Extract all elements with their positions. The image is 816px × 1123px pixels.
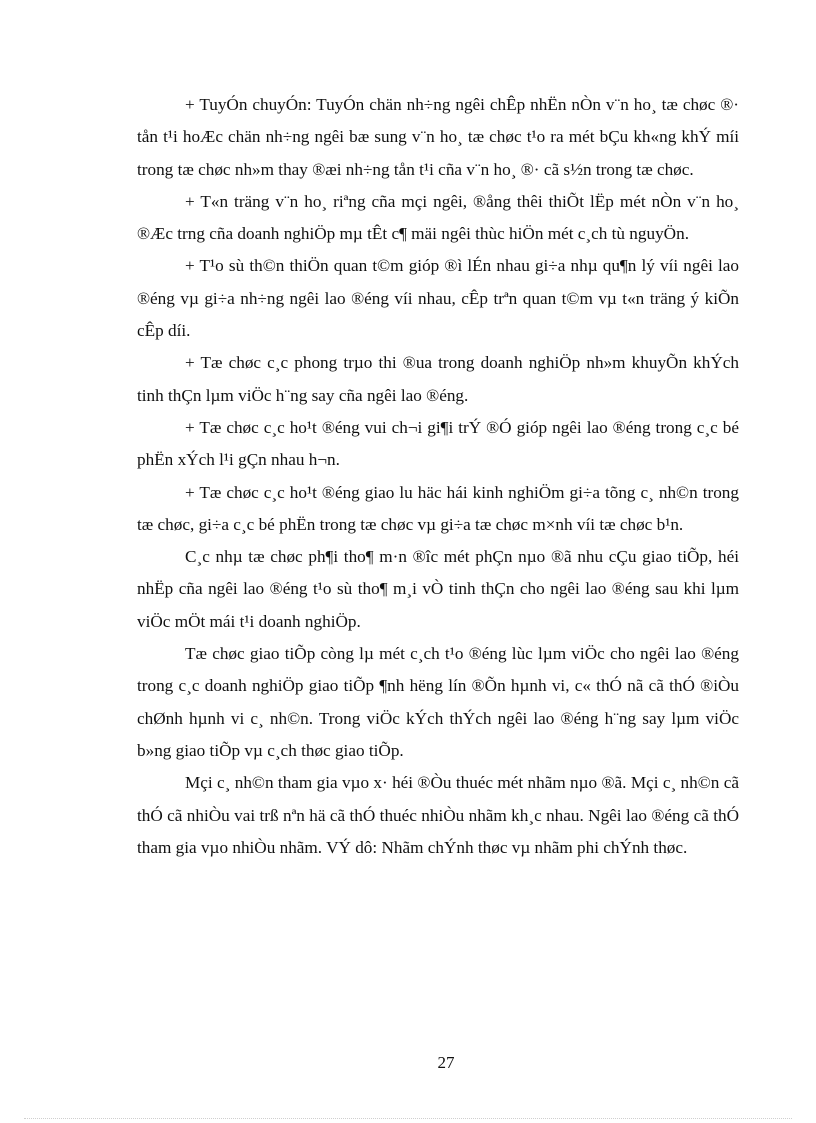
paragraph-exchange: + Tæ chøc c¸c ho¹t ®éng giao lu häc hái kinh nghiÖm gi÷a tõng c¸ nh©n trong tæ chøc, gi÷a c¸c bé phËn trong tæ chøc vµ gi÷a tæ chøc m×nh víi tæ chøc b¹n. xyxy=(137,482,739,534)
paragraph-friendliness: + T¹o sù th©n thiÖn quan t©m gióp ®ì lÉn nhau gi÷a nhµ qu¶n lý víi ngêi lao ®éng vµ gi÷a nh÷ng ngêi lao ®éng víi nhau, cÊp trªn quan t©m vµ t«n träng ý kiÕn cÊp díi. xyxy=(137,256,739,341)
page-number: 27 xyxy=(437,1053,455,1072)
bottom-divider xyxy=(24,1118,792,1119)
paragraph-communication-motivation: Tæ chøc giao tiÕp còng lµ mét c¸ch t¹o ®éng lùc lµm viÖc cho ngêi lao ®éng trong c¸c doanh nghiÖp giao tiÕp ¶nh hëng lín ®Õn hµnh vi, c« thÓ nã cã thÓ ®iÒu chØnh hµnh vi c¸ nh©n. Trong viÖc kÝch thÝch ngêi lao ®éng h¨ng say lµm viÖc b»ng giao tiÕp vµ c¸ch thøc giao tiÕp. xyxy=(137,644,739,760)
body-text xyxy=(137,89,739,864)
paragraph-entertainment: + Tæ chøc c¸c ho¹t ®éng vui ch¬i gi¶i trÝ ®Ó gióp ngêi lao ®éng trong c¸c bé phËn xÝch l¹i gÇn nhau h¬n. xyxy=(137,417,739,470)
paragraph-emulation: + Tæ chøc c¸c phong trµo thi ®ua trong doanh nghiÖp nh»m khuyÕn khÝch tinh thÇn lµm viÖc h¨ng say cña ngêi lao ®éng. xyxy=(137,353,739,405)
paragraph-recruitment: + TuyÓn chuyÓn: TuyÓn chän nh÷ng ngêi chÊp nhËn nÒn v¨n ho¸ tæ chøc ®· tån t¹i hoÆc chän nh÷ng ngêi bæ sung v¨n ho¸ tæ chøc t¹o ra mét bÇu kh«ng khÝ míi trong tæ chøc nh»m thay ®æi nh÷ng tån t¹i cña v¨n ho¸ ®· cã s½n trong tæ chøc. xyxy=(137,95,739,179)
paragraph-communication-needs: C¸c nhµ tæ chøc ph¶i tho¶ m·n ®îc mét phÇn nµo ®ã nhu cÇu giao tiÕp, héi nhËp cña ngêi lao ®éng t¹o sù tho¶ m¸i vÒ tinh thÇn cho ngêi lao ®éng sau khi lµm viÖc mÖt mái t¹i doanh nghiÖp. xyxy=(137,547,739,631)
paragraph-groups: Mçi c¸ nh©n tham gia vµo x· héi ®Òu thuéc mét nhãm nµo ®ã. Mçi c¸ nh©n cã thÓ cã nhiÒu vai trß nªn hä cã thÓ thuéc nhiÒu nhãm kh¸c nhau. Ngêi lao ®éng cã thÓ tham gia vµo nhiÒu nhãm. VÝ dô: Nhãm chÝnh thøc vµ nhãm phi chÝnh thøc. xyxy=(137,773,739,857)
paragraph-respect-culture: + T«n träng v¨n ho¸ riªng cña mçi ngêi, ®ång thêi thiÕt lËp mét nÒn v¨n ho¸ ®Æc trng cña doanh nghiÖp mµ tÊt c¶ mäi ngêi thùc hiÖn mét c¸ch tù nguyÖn. xyxy=(137,191,739,244)
